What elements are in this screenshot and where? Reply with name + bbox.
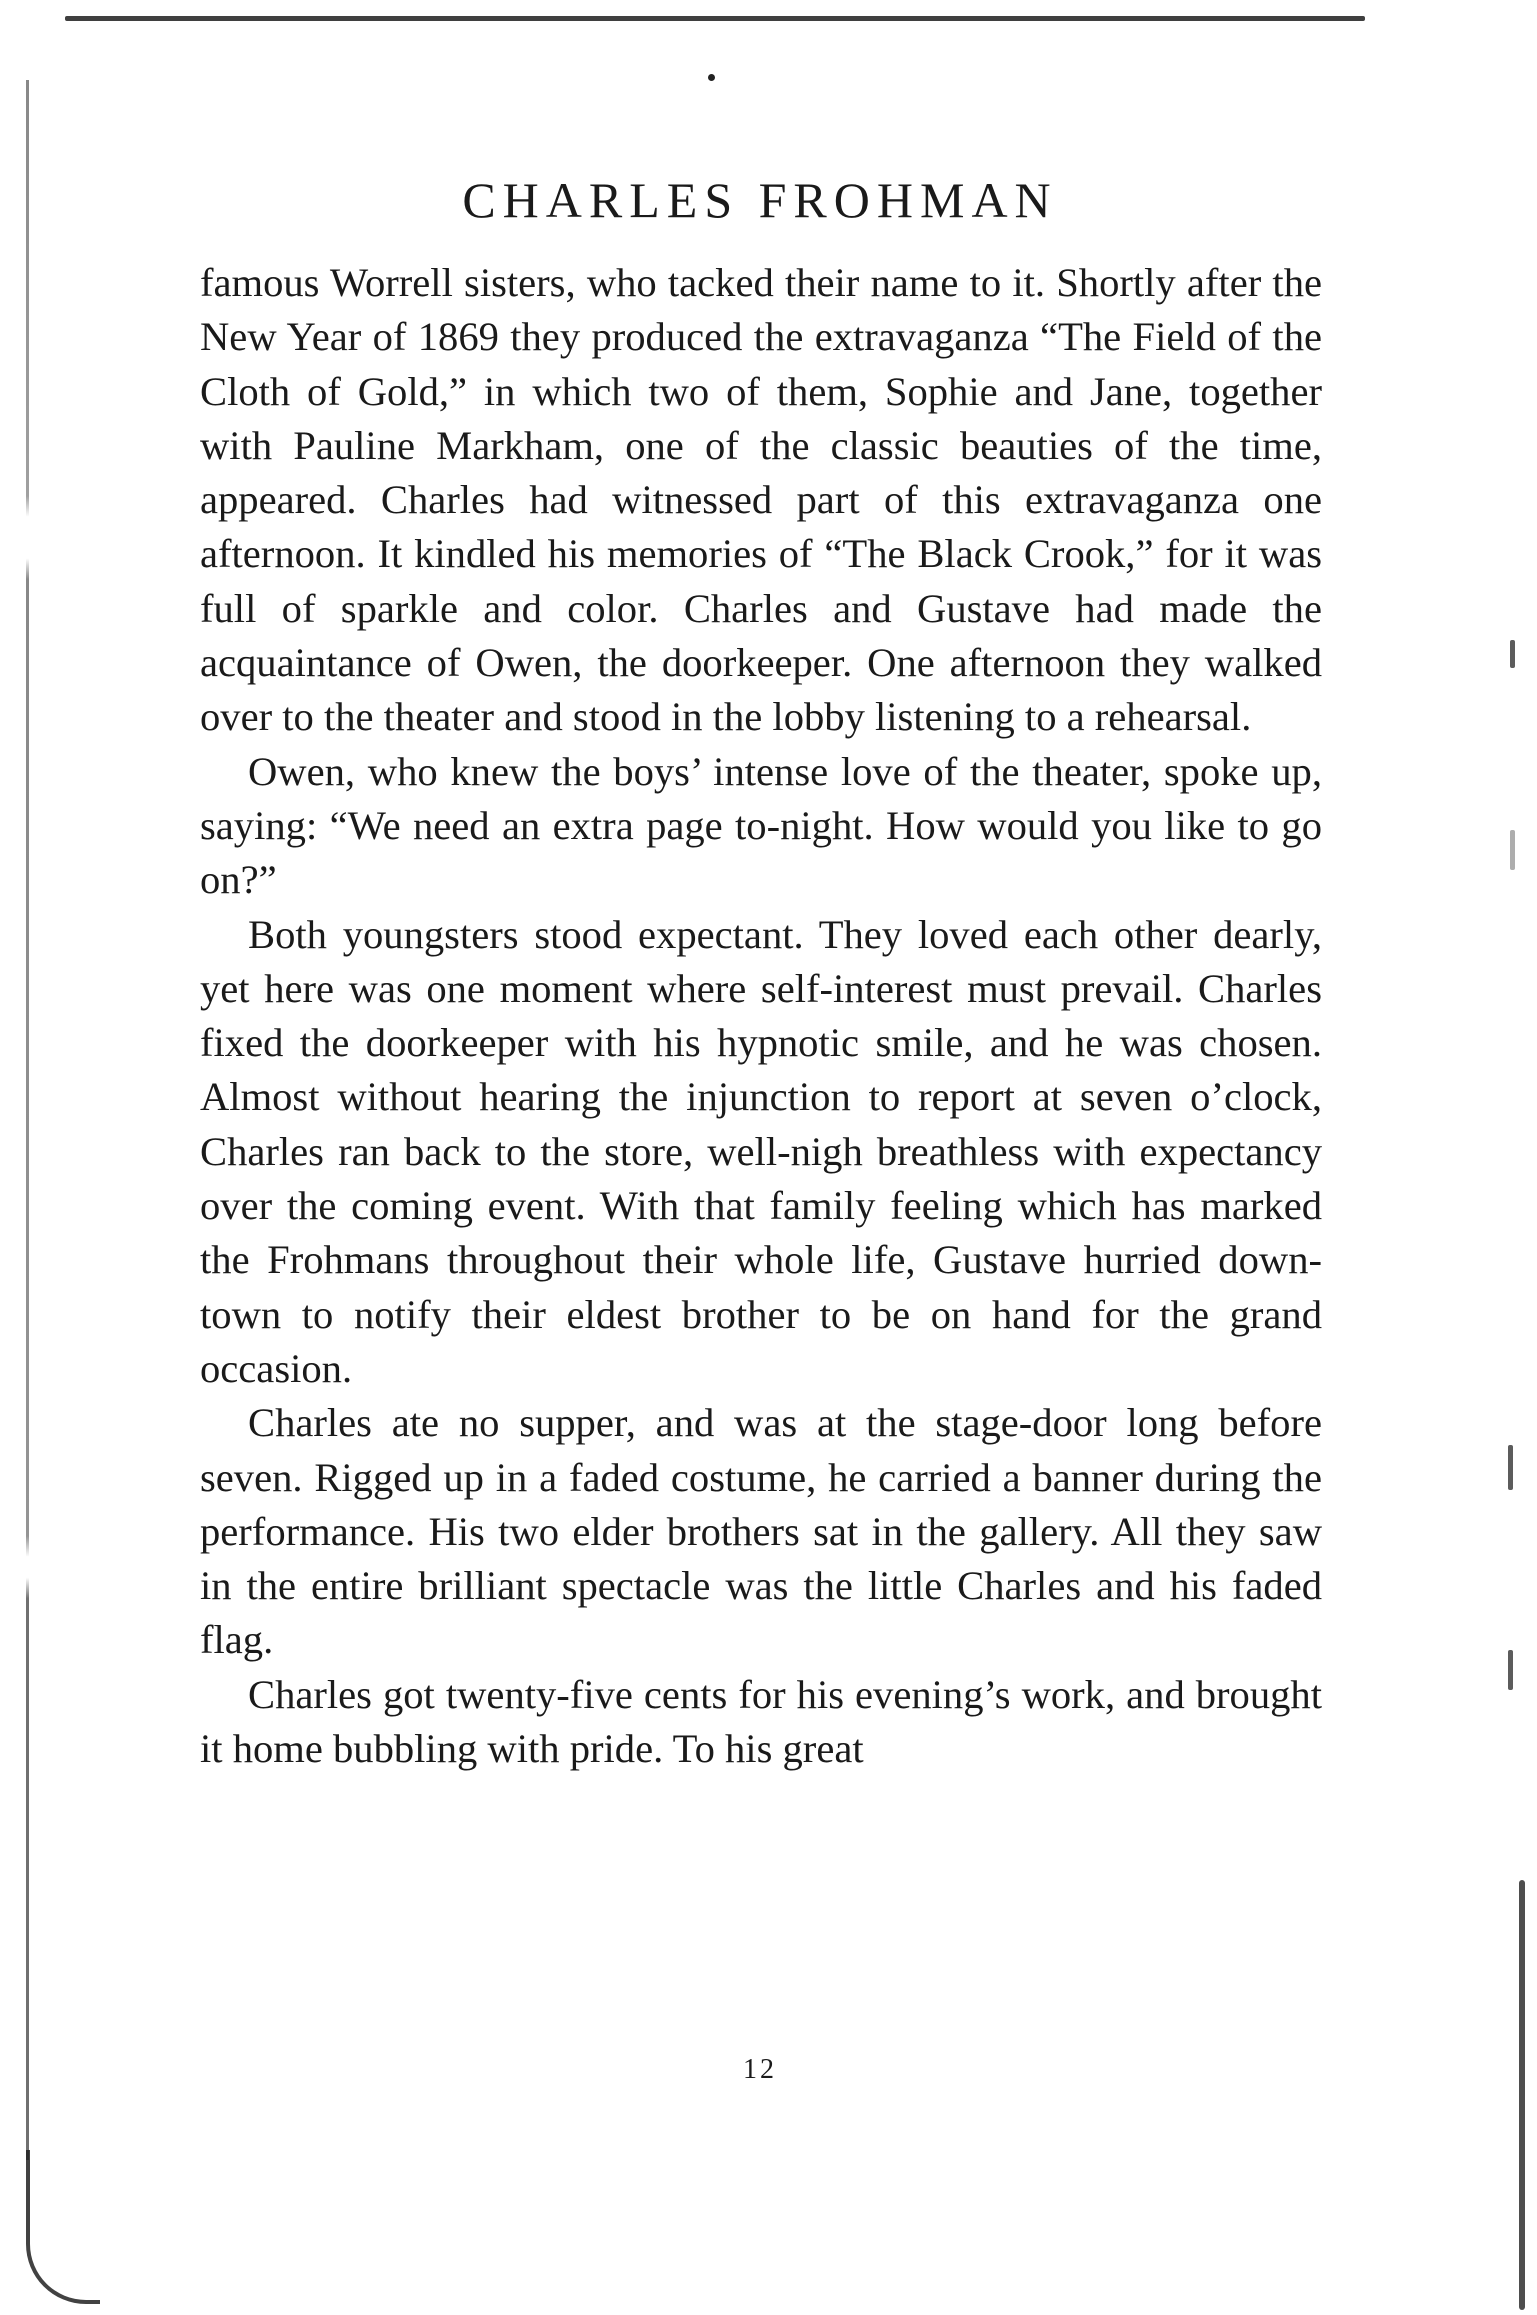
paragraph: Owen, who knew the boys’ intense love of the theater, spoke up, saying: “We need an extra page to-night. How would you like to go on?” [200, 748, 1322, 903]
page-edge-right [1519, 1880, 1525, 2310]
paragraph: Both youngsters stood expectant. They loved each other dearly, yet here was one moment where self-interest must prevail. Charles fixed the doorkeeper with his hypnotic smile, and he was chosen. Almost without hearing the injunction to report at seven o’clock, Charles ran back to the store, well-nigh breathless with expectancy over the coming event. With that family feeling which has marked the Frohmans throughout their whole life, Gustave hurried down-town to notify their eldest brother to be on hand for the grand occasion. [200, 911, 1322, 1391]
paragraph: famous Worrell sisters, who tacked their name to it. Shortly after the New Year of 1869 they produced the extravaganza “The Field of the Cloth of Gold,” in which two of them, Sophie and Jane, together with Pauline Markham, one of the classic beauties of the time, appeared. Charles had witnessed part of this extravaganza one afternoon. It kindled his memories of “The Black Crook,” for it was full of sparkle and color. Charles and Gustave had made the acquaintance of Owen, the doorkeeper. One afternoon they walked over to the theater and stood in the lobby listening to a rehearsal. [200, 260, 1322, 740]
print-speck [708, 74, 715, 81]
page-edge-left [26, 80, 29, 2160]
margin-mark [1510, 830, 1515, 870]
margin-mark [1508, 1445, 1513, 1490]
top-rule [65, 16, 1365, 21]
page-edge-corner [26, 2150, 100, 2304]
page-number: 12 [743, 2054, 777, 2085]
margin-mark [1510, 640, 1515, 668]
paragraph: Charles got twenty-five cents for his evening’s work, and brought it home bubbling with pride. To his great [200, 1671, 1322, 1772]
running-head: CHARLES FROHMAN [462, 172, 1058, 228]
paragraph: Charles ate no supper, and was at the stage-door long before seven. Rigged up in a faded costume, he carried a banner during the performance. His two elder brothers sat in the gallery. All they saw in the entire brilliant spectacle was the little Charles and his faded flag. [200, 1400, 1322, 1663]
margin-mark [1508, 1650, 1513, 1690]
body-text [200, 256, 1322, 1776]
